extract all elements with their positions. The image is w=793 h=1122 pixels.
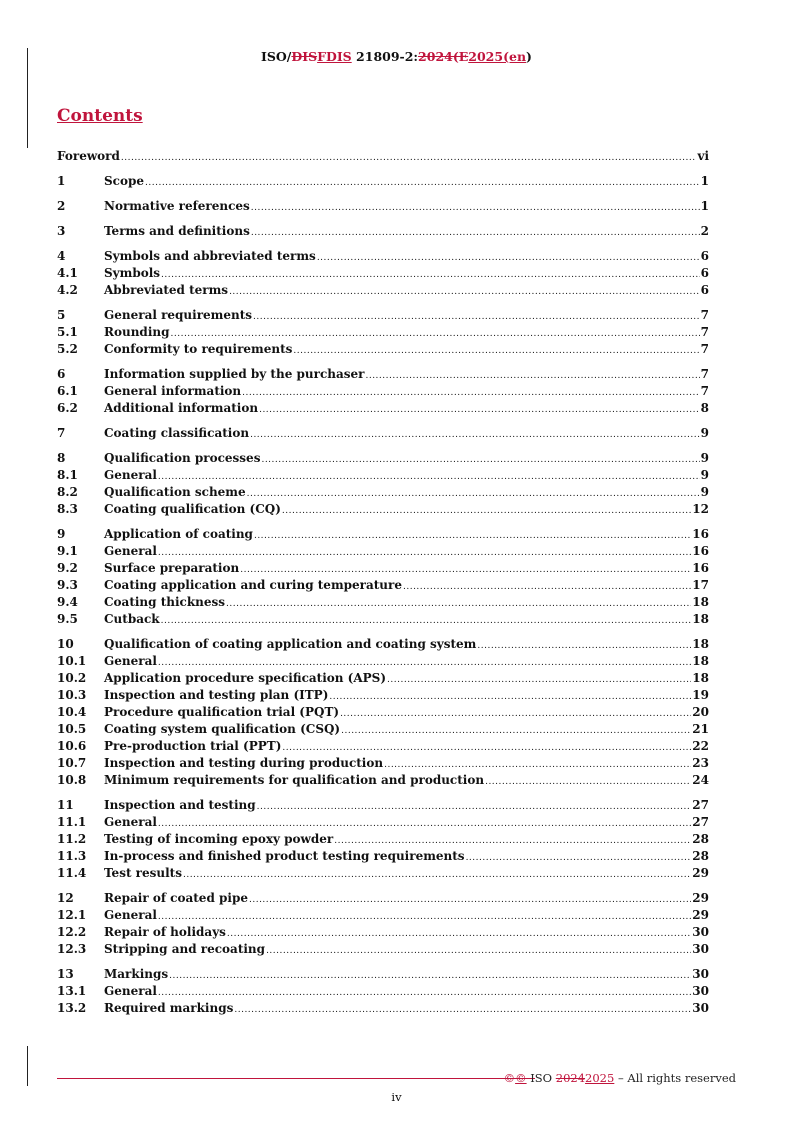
toc-leader-dots: [266, 943, 691, 960]
toc-entry-title: Symbols: [104, 266, 161, 280]
toc-leader-dots: [485, 774, 691, 791]
toc-leader-dots: [226, 596, 691, 613]
toc-entry-title: Symbols and abbreviated terms: [104, 249, 316, 263]
toc-entry-page: 19: [692, 688, 709, 702]
toc-entry-page: 7: [700, 308, 709, 322]
toc-entry-page: 20: [692, 705, 709, 719]
toc-entry-number: 10.1: [57, 654, 87, 668]
toc-entry-page: 2: [700, 224, 709, 238]
toc-entry-number: 13.1: [57, 984, 87, 998]
toc-entry-page: 29: [692, 891, 709, 905]
toc-entry[interactable]: [57, 653, 709, 670]
toc-entry-number: 8.1: [57, 468, 78, 482]
toc-entry-title: Cutback: [104, 612, 160, 626]
toc-entry-page: 6: [700, 249, 709, 263]
toc-leader-dots: [257, 799, 692, 816]
toc-entry-number: 7: [57, 426, 66, 440]
toc-entry-page: 12: [692, 502, 709, 516]
toc-entry-number: 10: [57, 637, 74, 651]
toc-entry-page: 18: [692, 654, 709, 668]
toc-entry-number: 5: [57, 308, 66, 322]
toc-entry-number: 9.3: [57, 578, 78, 592]
footer-inserted-symbol: ©: [515, 1071, 527, 1085]
toc-leader-dots: [183, 867, 691, 884]
toc-entry-title: Application procedure specification (APS): [104, 671, 387, 685]
toc-entry[interactable]: [57, 248, 709, 265]
toc-entry-page: 9: [700, 451, 709, 465]
contents-title: Contents: [57, 106, 143, 126]
toc-entry[interactable]: [57, 924, 709, 941]
toc-entry[interactable]: [57, 543, 709, 560]
toc-entry[interactable]: [57, 890, 709, 907]
toc-entry[interactable]: [57, 670, 709, 687]
toc-entry-page: 18: [692, 671, 709, 685]
toc-entry-number: 13.2: [57, 1001, 87, 1015]
toc-entry[interactable]: [57, 198, 709, 215]
toc-entry-page: 1: [700, 174, 709, 188]
footer-copyright: [504, 1071, 736, 1085]
toc-leader-dots: [259, 402, 700, 419]
toc-entry-title: Test results: [104, 866, 182, 880]
toc-entry[interactable]: [57, 772, 709, 789]
toc-entry-page: 24: [692, 773, 709, 787]
toc-leader-dots: [250, 427, 700, 444]
toc-entry-number: 4.1: [57, 266, 78, 280]
footer-rights: – All rights reserved: [614, 1071, 736, 1085]
toc-entry-title: Inspection and testing during production: [104, 756, 384, 770]
toc-leader-dots: [261, 452, 699, 469]
toc-leader-dots: [403, 579, 691, 596]
toc-entry-number: 4.2: [57, 283, 78, 297]
toc-leader-dots: [251, 225, 700, 242]
toc-entry-page: 30: [692, 1001, 709, 1015]
table-of-contents: [57, 148, 709, 1017]
toc-leader-dots: [161, 613, 692, 630]
toc-leader-dots: [158, 985, 691, 1002]
toc-entry-number: 9: [57, 527, 66, 541]
toc-entry-page: 6: [700, 266, 709, 280]
toc-entry[interactable]: [57, 467, 709, 484]
toc-leader-dots: [341, 723, 691, 740]
toc-entry-title: Stripping and recoating: [104, 942, 266, 956]
toc-entry[interactable]: [57, 983, 709, 1000]
toc-entry[interactable]: [57, 400, 709, 417]
toc-entry-number: 5.2: [57, 342, 78, 356]
footer-rule: [57, 1078, 535, 1079]
toc-leader-dots: [317, 250, 700, 267]
toc-entry-page: 9: [700, 485, 709, 499]
toc-leader-dots: [247, 486, 700, 503]
toc-entry-title: General: [104, 468, 157, 482]
toc-entry-page: 30: [692, 925, 709, 939]
toc-entry-title: Coating classification: [104, 426, 250, 440]
toc-entry-title: In-process and finished product testing requirements: [104, 849, 465, 863]
toc-entry-number: 12.2: [57, 925, 87, 939]
toc-leader-dots: [251, 200, 700, 217]
toc-entry[interactable]: [57, 324, 709, 341]
toc-entry-page: 18: [692, 612, 709, 626]
toc-entry-number: 6.1: [57, 384, 78, 398]
toc-entry[interactable]: [57, 865, 709, 882]
toc-entry-number: 10.8: [57, 773, 87, 787]
toc-entry[interactable]: [57, 173, 709, 190]
toc-entry-title: Abbreviated terms: [104, 283, 229, 297]
toc-entry-title: Qualification scheme: [104, 485, 246, 499]
toc-leader-dots: [234, 1002, 691, 1019]
toc-entry[interactable]: [57, 223, 709, 240]
toc-entry[interactable]: [57, 501, 709, 518]
toc-entry[interactable]: [57, 636, 709, 653]
toc-entry-title: Coating application and curing temperature: [104, 578, 402, 592]
toc-entry-page: 30: [692, 942, 709, 956]
toc-entry[interactable]: [57, 721, 709, 738]
toc-entry-number: 11.1: [57, 815, 87, 829]
toc-leader-dots: [340, 706, 691, 723]
toc-entry-title: Procedure qualification trial (PQT): [104, 705, 340, 719]
toc-entry-title: Qualification of coating application and coating system: [104, 637, 477, 651]
toc-entry-page: 9: [700, 426, 709, 440]
toc-leader-dots: [121, 150, 697, 167]
toc-entry-number: 13: [57, 967, 74, 981]
toc-entry[interactable]: [57, 687, 709, 704]
toc-leader-dots: [169, 968, 691, 985]
toc-entry-title: General requirements: [104, 308, 253, 322]
toc-entry-page: 18: [692, 595, 709, 609]
toc-entry-page: 16: [692, 561, 709, 575]
toc-entry[interactable]: [57, 1000, 709, 1017]
toc-entry-title: Coating system qualification (CSQ): [104, 722, 341, 736]
toc-leader-dots: [365, 368, 699, 385]
toc-entry-number: 12: [57, 891, 74, 905]
toc-entry-title: Application of coating: [104, 527, 253, 541]
toc-entry-page: 27: [692, 815, 709, 829]
toc-entry-number: 1: [57, 174, 66, 188]
toc-leader-dots: [253, 309, 700, 326]
toc-entry-number: 12.3: [57, 942, 87, 956]
toc-entry[interactable]: [57, 704, 709, 721]
toc-entry-number: 10.3: [57, 688, 87, 702]
toc-leader-dots: [158, 909, 691, 926]
page-number: iv: [391, 1090, 402, 1104]
toc-entry-page: 22: [692, 739, 709, 753]
toc-entry-page: 6: [700, 283, 709, 297]
toc-entry-title: General: [104, 654, 157, 668]
toc-entry[interactable]: [57, 848, 709, 865]
toc-entry-title: Inspection and testing plan (ITP): [104, 688, 329, 702]
toc-entry[interactable]: [57, 907, 709, 924]
toc-entry-number: 9.4: [57, 595, 78, 609]
toc-entry-title: Terms and definitions: [104, 224, 250, 238]
toc-entry-title: Minimum requirements for qualification and production: [104, 773, 485, 787]
toc-entry[interactable]: [57, 814, 709, 831]
toc-leader-dots: [293, 343, 699, 360]
toc-leader-dots: [249, 892, 691, 909]
toc-leader-dots: [282, 503, 691, 520]
toc-entry-number: 9.5: [57, 612, 78, 626]
toc-entry-page: 17: [692, 578, 709, 592]
toc-entry-number: 6.2: [57, 401, 78, 415]
toc-entry[interactable]: [57, 966, 709, 983]
toc-leader-dots: [145, 175, 700, 192]
toc-entry-title: General: [104, 544, 157, 558]
toc-entry[interactable]: [57, 577, 709, 594]
toc-entry-page: 27: [692, 798, 709, 812]
toc-entry-page: 29: [692, 908, 709, 922]
toc-entry-number: 3: [57, 224, 66, 238]
toc-entry[interactable]: [57, 831, 709, 848]
toc-entry-number: 5.1: [57, 325, 78, 339]
toc-entry-page: 8: [700, 401, 709, 415]
toc-entry-number: 12.1: [57, 908, 87, 922]
toc-entry-page: 18: [692, 637, 709, 651]
toc-entry-title: Coating qualification (CQ): [104, 502, 281, 516]
toc-entry-page: 1: [700, 199, 709, 213]
toc-entry-title: Pre-production trial (PPT): [104, 739, 282, 753]
toc-leader-dots: [329, 689, 691, 706]
toc-leader-dots: [227, 926, 691, 943]
toc-entry-title: Scope: [104, 174, 145, 188]
toc-entry[interactable]: [57, 560, 709, 577]
toc-leader-dots: [242, 385, 699, 402]
toc-entry[interactable]: [57, 425, 709, 442]
toc-leader-dots: [387, 672, 691, 689]
toc-entry-number: 9.1: [57, 544, 78, 558]
toc-entry-number: 4: [57, 249, 66, 263]
footer-deleted-symbol: ©: [503, 1071, 516, 1085]
toc-entry-title: Required markings: [104, 1001, 234, 1015]
toc-entry-number: 10.4: [57, 705, 87, 719]
toc-entry-page: 30: [692, 984, 709, 998]
toc-entry-page: 7: [700, 384, 709, 398]
toc-entry-number: 11.2: [57, 832, 87, 846]
toc-entry-title: Foreword: [57, 149, 120, 163]
toc-entry-page: 16: [692, 527, 709, 541]
page-header: [0, 49, 793, 64]
toc-entry-title: Inspection and testing: [104, 798, 256, 812]
toc-leader-dots: [477, 638, 691, 655]
toc-entry[interactable]: [57, 450, 709, 467]
toc-entry-title: Markings: [104, 967, 169, 981]
toc-entry[interactable]: [57, 307, 709, 324]
toc-leader-dots: [161, 267, 700, 284]
toc-entry-title: Surface preparation: [104, 561, 240, 575]
toc-entry[interactable]: [57, 341, 709, 358]
change-bar-bottom: [27, 1046, 28, 1086]
toc-entry-title: Additional information: [104, 401, 259, 415]
toc-entry-number: 10.6: [57, 739, 87, 753]
toc-entry[interactable]: [57, 738, 709, 755]
toc-entry-number: 11.3: [57, 849, 87, 863]
toc-entry-page: 28: [692, 849, 709, 863]
footer-inserted-year: 2025: [585, 1071, 615, 1085]
toc-entry-title: General information: [104, 384, 242, 398]
toc-entry-page: 7: [700, 325, 709, 339]
toc-entry-number: 8.3: [57, 502, 78, 516]
toc-entry-page: 7: [700, 367, 709, 381]
toc-entry-title: Information supplied by the purchaser: [104, 367, 365, 381]
footer-deleted-year: 2024: [555, 1071, 586, 1085]
header-deleted-year: 2024(E: [418, 49, 469, 64]
toc-entry-title: Rounding: [104, 325, 170, 339]
header-inserted-year: 2025(en: [468, 49, 527, 64]
toc-entry-page: 28: [692, 832, 709, 846]
toc-entry-page: 29: [692, 866, 709, 880]
toc-entry-number: 6: [57, 367, 66, 381]
toc-entry-page: 9: [700, 468, 709, 482]
toc-entry-page: vi: [697, 149, 709, 163]
toc-leader-dots: [466, 850, 692, 867]
toc-entry-number: 10.7: [57, 756, 87, 770]
toc-entry[interactable]: [57, 755, 709, 772]
toc-entry-title: General: [104, 984, 157, 998]
toc-entry-number: 2: [57, 199, 66, 213]
toc-entry[interactable]: [57, 265, 709, 282]
toc-entry-page: 21: [692, 722, 709, 736]
toc-entry-title: General: [104, 815, 157, 829]
toc-entry[interactable]: [57, 282, 709, 299]
toc-entry-title: Conformity to requirements: [104, 342, 293, 356]
header-number: 21809-2:: [351, 49, 419, 64]
toc-entry-title: General: [104, 908, 157, 922]
toc-leader-dots: [229, 284, 700, 301]
toc-entry[interactable]: [57, 797, 709, 814]
header-prefix: ISO/: [261, 49, 292, 64]
toc-entry-page: 23: [692, 756, 709, 770]
toc-entry-number: 10.5: [57, 722, 87, 736]
toc-entry-title: Repair of coated pipe: [104, 891, 248, 905]
toc-entry-title: Qualification processes: [104, 451, 261, 465]
footer-iso: ISO: [526, 1071, 556, 1085]
toc-entry[interactable]: [57, 941, 709, 958]
toc-entry[interactable]: [57, 611, 709, 628]
toc-entry-number: 9.2: [57, 561, 78, 575]
toc-entry[interactable]: [57, 526, 709, 543]
toc-entry-number: 8.2: [57, 485, 78, 499]
toc-entry-title: Repair of holidays: [104, 925, 226, 939]
toc-entry[interactable]: [57, 484, 709, 501]
toc-entry[interactable]: [57, 594, 709, 611]
toc-entry-title: Coating thickness: [104, 595, 226, 609]
header-deleted-stage: DIS: [291, 49, 318, 64]
toc-entry-number: 11.4: [57, 866, 87, 880]
toc-entry[interactable]: [57, 366, 709, 383]
toc-entry[interactable]: [57, 148, 709, 165]
toc-entry-number: 8: [57, 451, 66, 465]
toc-entry-title: Testing of incoming epoxy powder: [104, 832, 334, 846]
toc-leader-dots: [254, 528, 691, 545]
header-inserted-stage: FDIS: [317, 49, 352, 64]
toc-entry[interactable]: [57, 383, 709, 400]
toc-entry-number: 10.2: [57, 671, 87, 685]
toc-entry-page: 7: [700, 342, 709, 356]
toc-entry-title: Normative references: [104, 199, 250, 213]
header-suffix: ): [526, 49, 532, 64]
toc-entry-number: 11: [57, 798, 74, 812]
toc-entry-page: 30: [692, 967, 709, 981]
toc-entry-page: 16: [692, 544, 709, 558]
